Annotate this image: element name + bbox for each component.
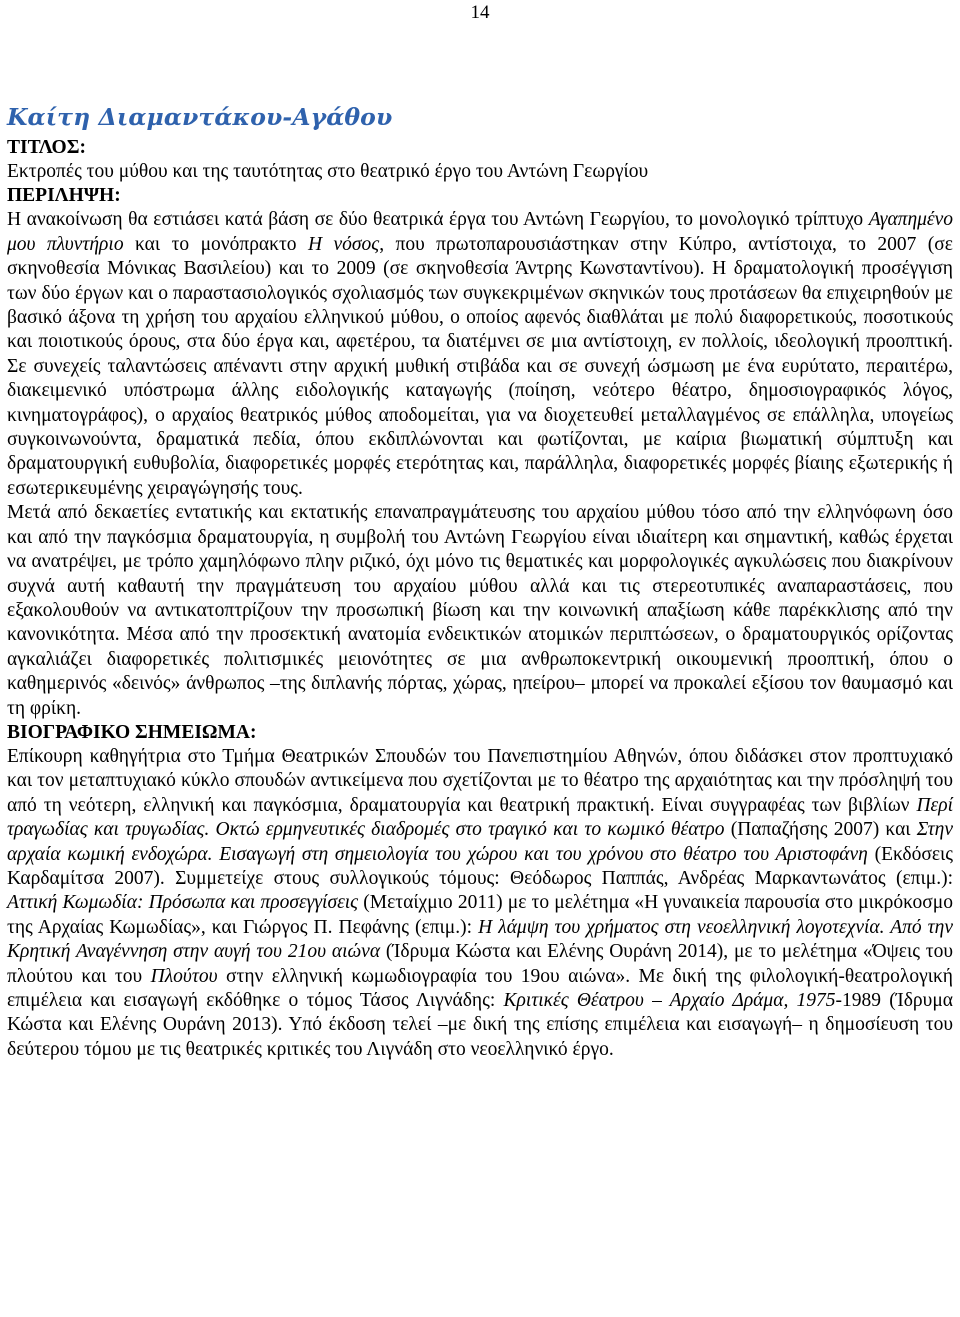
bio-paragraph bbox=[7, 745, 953, 1062]
bio-p-run: (Εκδόσεις Καρδαμίτσα 2007). Συμμετείχε στους συλλογικούς τόμους: Θεόδωρος Παππάς, Ανδρέας Μαρκαντωνάτος (επιμ.): bbox=[7, 843, 953, 889]
bio-p-run: (Ίδρυμα Κώστα και Ελένης Ουράνη 2014), με το μελέτημα «Όψεις του πλούτου και του bbox=[7, 941, 954, 987]
summary-p1-run: Αγαπημένο μου πλυντήριο bbox=[7, 209, 953, 255]
title-text: Εκτροπές του μύθου και της ταυτότητας στο θεατρικό έργο του Αντώνη Γεωργίου bbox=[7, 161, 649, 182]
bio-p-run: (Παπαζήσης 2007) και bbox=[724, 819, 917, 841]
page-content bbox=[7, 102, 953, 1062]
bio-heading: ΒΙΟΓΡΑΦΙΚΟ ΣΗΜΕΙΩΜΑ: bbox=[7, 721, 257, 743]
title-heading: ΤΙΤΛΟΣ: bbox=[7, 137, 86, 158]
page-number: 14 bbox=[470, 2, 490, 23]
bio-p-run: Επίκουρη καθηγήτρια στο Τμήμα Θεατρικών Σπουδών του Πανεπιστημίου Αθηνών, όπου διδάσκει στον προπτυχιακό και τον μεταπτυχιακό κύκλο σπουδών αντικείμενα που σχετίζονται με το θέατρο της αρχαιότητας και την πρόσληψή του από τη νεότερη, ελληνική και παγκόσμια, δραματουργία και θεατρική πρακτική. Είναι συγγραφέας των βιβλίων bbox=[7, 745, 953, 816]
bio-p-run: στην ελληνική κωμωδιογραφία του 19ου αιώνα». Με δική της φιλολογική-θεατρολογική επιμέλεια και εισαγωγή εκδόθηκε ο τόμος Τάσος Λιγνάδης: bbox=[7, 965, 954, 1011]
summary-p1-run: Η ανακοίνωση θα εστιάσει κατά βάση σε δύο θεατρικά έργα του Αντώνη Γεωργίου, το μονολογικό τρίπτυχο bbox=[7, 209, 869, 231]
bio-p-run: Πλούτου bbox=[150, 965, 218, 987]
summary-p2-run: Μετά από δεκαετίες εντατικής και εκτατικής επαναπραγμάτευσης του αρχαίου μύθου τόσο από την ελληνόφωνη όσο και από την παγκόσμια δραματουργία, η συμβολή του Αντώνη Γεωργίου είναι ιδιαίτερη και σημαντική, καθώς έρχεται να ανατρέψει, με τρόπο χαμηλόφωνο πλην ριζικό, όχι μόνο τις θεματικές και μορφολογικές αγκυλώσεις που διακρίνουν συχνά αυτή καθαυτή την πραγμάτευση του αρχαίου μύθου αλλά και τις στερεοτυπικές αναπαραστάσεις, που εξακολουθούν να αντικατοπτρίζουν την προσωπική βίωση και την κοινωνική απαξίωση κάθε παρέκκλισης από την κανονικότητα. Μέσα από την προσεκτική ανατομία ενδεικτικών ατομικών περιπτώσεων, ο δραματουργικός ορίζοντας αγκαλιάζει διαφορετικές πολιτισμικές μειονότητες σε μια ανθρωποκεντρική οικουμενική προοπτική, όπου ο καθημερινός «δεινός» άνθρωπος –της διπλανής πόρτας, χώρας, ηπείρου– μπορεί να προκαλεί εξίσου τον θαυμασμό και τη φρίκη. bbox=[7, 502, 953, 719]
bio-p-run: -1989 (Ίδρυμα Κώστα και Ελένης Ουράνη 2013). Υπό έκδοση τελεί –με δική της επίσης επιμέλεια και εισαγωγή– η δημοσίευση του δεύτερου τόμου με τις θεατρικές κριτικές του Λιγνάδη στο νεοελληνικό έργο. bbox=[7, 990, 953, 1060]
summary-paragraph-1 bbox=[7, 208, 953, 501]
bio-p-run: Η λάμψη του χρήματος στη νεοελληνική λογοτεχνία. Από την Κρητική Αναγέννηση στην αυγή του 21ου αιώνα bbox=[7, 916, 953, 963]
bio-p-run: Κριτικές Θέατρου – Αρχαίο Δράμα, 1975 bbox=[503, 990, 836, 1011]
author-name: Καίτη Διαμαντάκου-Αγάθου bbox=[7, 103, 393, 131]
bio-p-run: Περί τραγωδίας και τρυγωδίας. Οκτώ ερμηνευτικές διαδρομές στο τραγικό και το κωμικό θέατρο bbox=[7, 794, 953, 841]
summary-p1-run: , που πρωτοπαρουσιάστηκαν στην Κύπρο, αντίστοιχα, το 2007 (σε σκηνοθεσία Μόνικας Βασιλείου) και το 2009 (σε σκηνοθεσία Άντρης Κωνσταντίνου). Η δραματολογική προσέγγιση των δύο έργων και ο παραστασιολογικός σχολιασμός των συγκεκριμένων σκηνικών τους προτάσεων θα επιχειρηθούν με βασικό άξονα τη χρήση του αρχαίου ελληνικού μύθου, ο οποίος αφενός διαθλάται με πολύ διαφορετικούς, ποσοτικούς και ποιοτικούς όρους, στα δύο έργα και, αφετέρου, τα διατέμνει σε μια αντίστοιχη, εν πολλοίς, ιδεολογική προοπτική. Σε συνεχείς ταλαντώσεις απέναντι στην αρχική μυθική στιβάδα και σε συνεχή ώσμωση με ένα ευρύτατο, περαιτέρω, διακειμενικό υπόστρωμα άλλης ειδολογικής καταγωγής (ποίηση, νεότερο θέατρο, δημοσιογραφικός λόγος, κινηματογράφος), ο αρχαίος θεατρικός μύθος αποδομείται, για να διοχετευθεί μεταλλαγμένος σε επάλληλα, υπογείως συγκοινωνούντα, δραματικά πεδία, όπου εκδιπλώνονται και φωτίζονται, με καίρια βιωματική σύμπτυξη και δραματουργική ευθυβολία, διαφορετικές μορφές ετερότητας και, παράλληλα, διαφορετικές μορφές βίαιης εξωτερικής ή εσωτερικευμένης χειραγώγησής τους. bbox=[7, 233, 953, 499]
bio-p-run: (Μεταίχμιο 2011) με το μελέτημα «Η γυναικεία παρουσία στο μικρόκοσμο της Αρχαίας Κωμωδίας», και Γιώργος Π. Πεφάνης (επιμ.): bbox=[7, 892, 953, 938]
summary-paragraph-2 bbox=[7, 501, 953, 721]
bio-p-run: Στην αρχαία κωμική ενδοχώρα. Εισαγωγή στη σημειολογία του χώρου και του χρόνου στο θέατρο του Αριστοφάνη bbox=[7, 819, 953, 865]
summary-p1-run: Η νόσος bbox=[307, 233, 380, 255]
bio-p-run: Αττική Κωμωδία: Πρόσωπα και προσεγγίσεις bbox=[7, 892, 359, 914]
summary-heading: ΠΕΡΙΛΗΨΗ: bbox=[7, 185, 121, 207]
summary-p1-run: και το μονόπρακτο bbox=[123, 233, 308, 255]
